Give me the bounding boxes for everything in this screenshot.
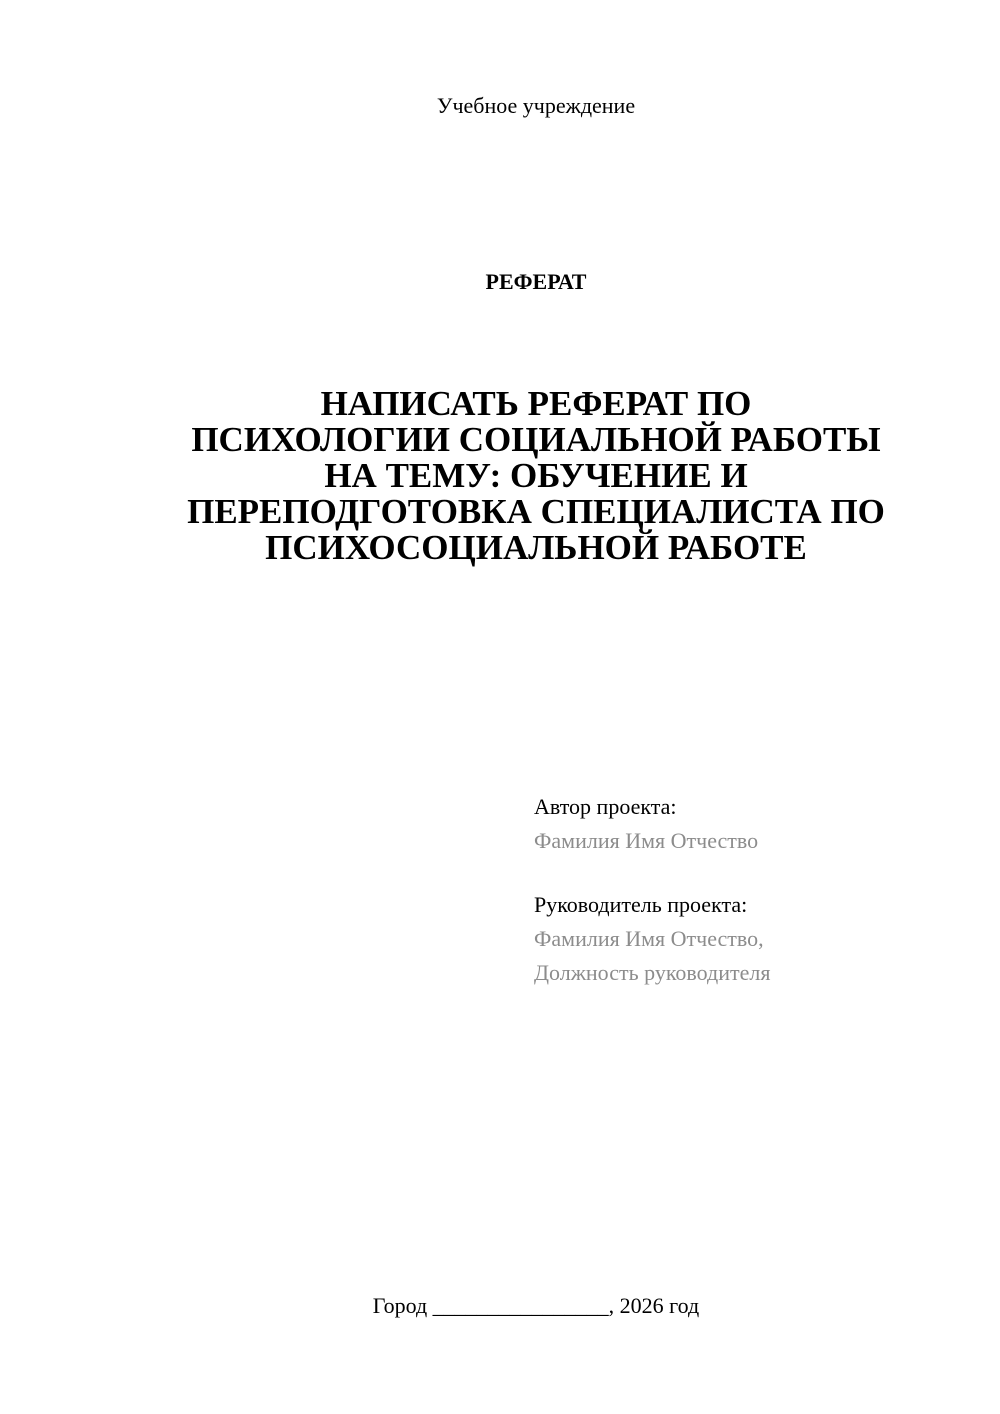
title-line: ПЕРЕПОДГОТОВКА СПЕЦИАЛИСТА ПО xyxy=(187,492,885,531)
supervisor-name-placeholder: Фамилия Имя Отчество, xyxy=(534,926,764,951)
city-year-line: Город ________________, 2026 год xyxy=(372,1293,700,1318)
author-block xyxy=(534,790,974,990)
title-line: НАПИСАТЬ РЕФЕРАТ ПО xyxy=(320,384,752,423)
title-line: ПСИХОЛОГИИ СОЦИАЛЬНОЙ РАБОТЫ xyxy=(191,420,881,459)
institution-name: Учебное учреждение xyxy=(436,93,636,118)
title-line: ПСИХОСОЦИАЛЬНОЙ РАБОТЕ xyxy=(265,528,807,567)
author-label: Автор проекта: xyxy=(534,794,677,819)
supervisor-label: Руководитель проекта: xyxy=(534,892,748,917)
author-name-placeholder: Фамилия Имя Отчество xyxy=(534,828,759,853)
document-title xyxy=(120,386,952,566)
title-line: НА ТЕМУ: ОБУЧЕНИЕ И xyxy=(324,456,748,495)
supervisor-position-placeholder: Должность руководителя xyxy=(534,960,771,985)
document-type: РЕФЕРАТ xyxy=(485,269,587,294)
spacer xyxy=(534,858,974,888)
